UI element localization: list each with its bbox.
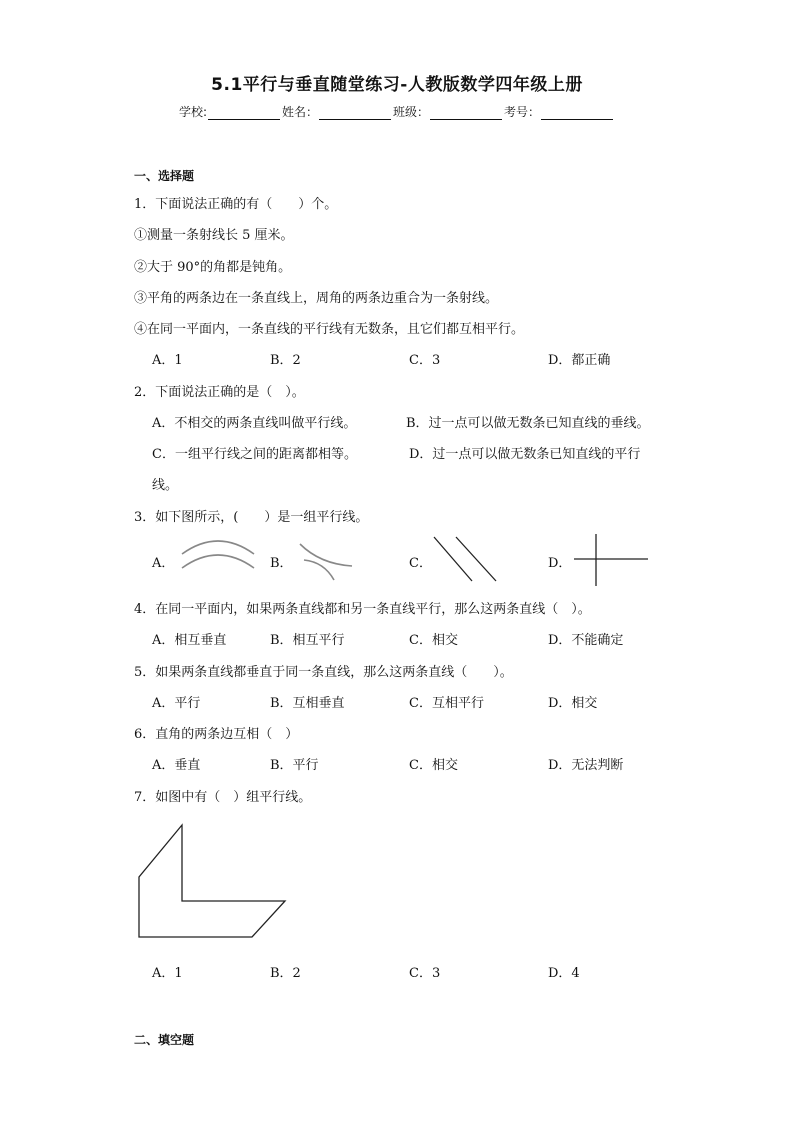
number-blank[interactable] [541,107,613,120]
q5-option-d[interactable]: D．相交 [548,696,598,711]
q1-option-a[interactable]: A．1 [152,353,183,368]
q3-figure-c-parallel-lines [428,533,504,585]
q5-stem: 5．如果两条直线都垂直于同一条直线，那么这两条直线（ ）。 [134,665,513,680]
q6-option-b[interactable]: B．平行 [270,758,319,773]
q4-option-c[interactable]: C．相交 [409,633,458,648]
q7-stem: 7．如图中有（ ）组平行线。 [134,790,312,805]
q3-figure-c-line-1 [434,537,472,581]
q5-option-b[interactable]: B．互相垂直 [270,696,345,711]
section-fill-heading: 二、填空题 [134,1033,195,1047]
q2-stem: 2．下面说法正确的是（ ）。 [134,385,305,400]
q2-option-d-continued: 线。 [152,478,179,493]
q5-option-a[interactable]: A．平行 [152,696,201,711]
q1-stem: 1．下面说法正确的有（ ）个。 [134,197,338,212]
section-choice-heading: 一、选择题 [134,169,195,183]
student-info-row [0,103,794,120]
name-blank[interactable] [319,107,391,120]
q3-option-a[interactable]: A． [152,556,175,571]
q1-option-b[interactable]: B．2 [270,353,301,368]
q2-option-b[interactable]: B．过一点可以做无数条已知直线的垂线。 [406,416,650,431]
q3-option-c[interactable]: C． [409,556,432,571]
q1-option-c[interactable]: C．3 [409,353,441,368]
q7-figure-shape [139,825,285,937]
q3-figure-d-perpendicular-lines [570,532,652,588]
q2-option-d[interactable]: D．过一点可以做无数条已知直线的平行 [409,447,641,462]
page-title: 5.1平行与垂直随堂练习-人教版数学四年级上册 [211,75,583,95]
q4-option-a[interactable]: A．相互垂直 [152,633,227,648]
q4-option-b[interactable]: B．相互平行 [270,633,345,648]
q6-option-a[interactable]: A．垂直 [152,758,201,773]
q1-statement-4: ④在同一平面内，一条直线的平行线有无数条，且它们都互相平行。 [134,322,525,337]
q7-option-d[interactable]: D．4 [548,966,580,981]
q1-option-d[interactable]: D．都正确 [548,353,611,368]
class-blank[interactable] [430,107,502,120]
q4-stem: 4．在同一平面内，如果两条直线都和另一条直线平行，那么这两条直线（ ）。 [134,602,591,617]
q6-stem: 6．直角的两条边互相（ ） [134,727,299,742]
q1-statement-3: ③平角的两条边在一条直线上，周角的两条边重合为一条射线。 [134,291,499,306]
name-label: 姓名： [282,105,319,119]
number-label: 考号： [504,105,541,119]
q6-option-c[interactable]: C．相交 [409,758,458,773]
q3-figure-b-curve-1 [300,544,352,566]
q7-option-a[interactable]: A．1 [152,966,183,981]
q3-stem: 3．如下图所示，( ）是一组平行线。 [134,510,369,525]
q3-figure-a-arc-top [182,541,254,554]
q3-figure-a-arcs [176,536,260,576]
q1-statement-1: ①测量一条射线长 5 厘米。 [134,228,294,243]
q3-figure-b-curve-2 [304,560,334,580]
class-label: 班级： [393,105,430,119]
q7-option-c[interactable]: C．3 [409,966,441,981]
q2-option-a[interactable]: A．不相交的两条直线叫做平行线。 [152,416,357,431]
q3-option-b[interactable]: B． [270,556,293,571]
q5-option-c[interactable]: C．互相平行 [409,696,484,711]
q3-figure-b-curves [294,540,356,584]
q3-option-d[interactable]: D． [548,556,572,571]
q2-option-c[interactable]: C．一组平行线之间的距离都相等。 [152,447,357,462]
q6-option-d[interactable]: D．无法判断 [548,758,624,773]
q4-option-d[interactable]: D．不能确定 [548,633,624,648]
school-label: 学校: [178,105,207,119]
school-blank[interactable] [208,107,280,120]
q3-figure-a-arc-bottom [182,555,254,568]
q7-figure-polygon [134,820,292,944]
q7-option-b[interactable]: B．2 [270,966,301,981]
q1-statement-2: ②大于 90°的角都是钝角。 [134,260,292,275]
q3-figure-c-line-2 [456,537,496,581]
